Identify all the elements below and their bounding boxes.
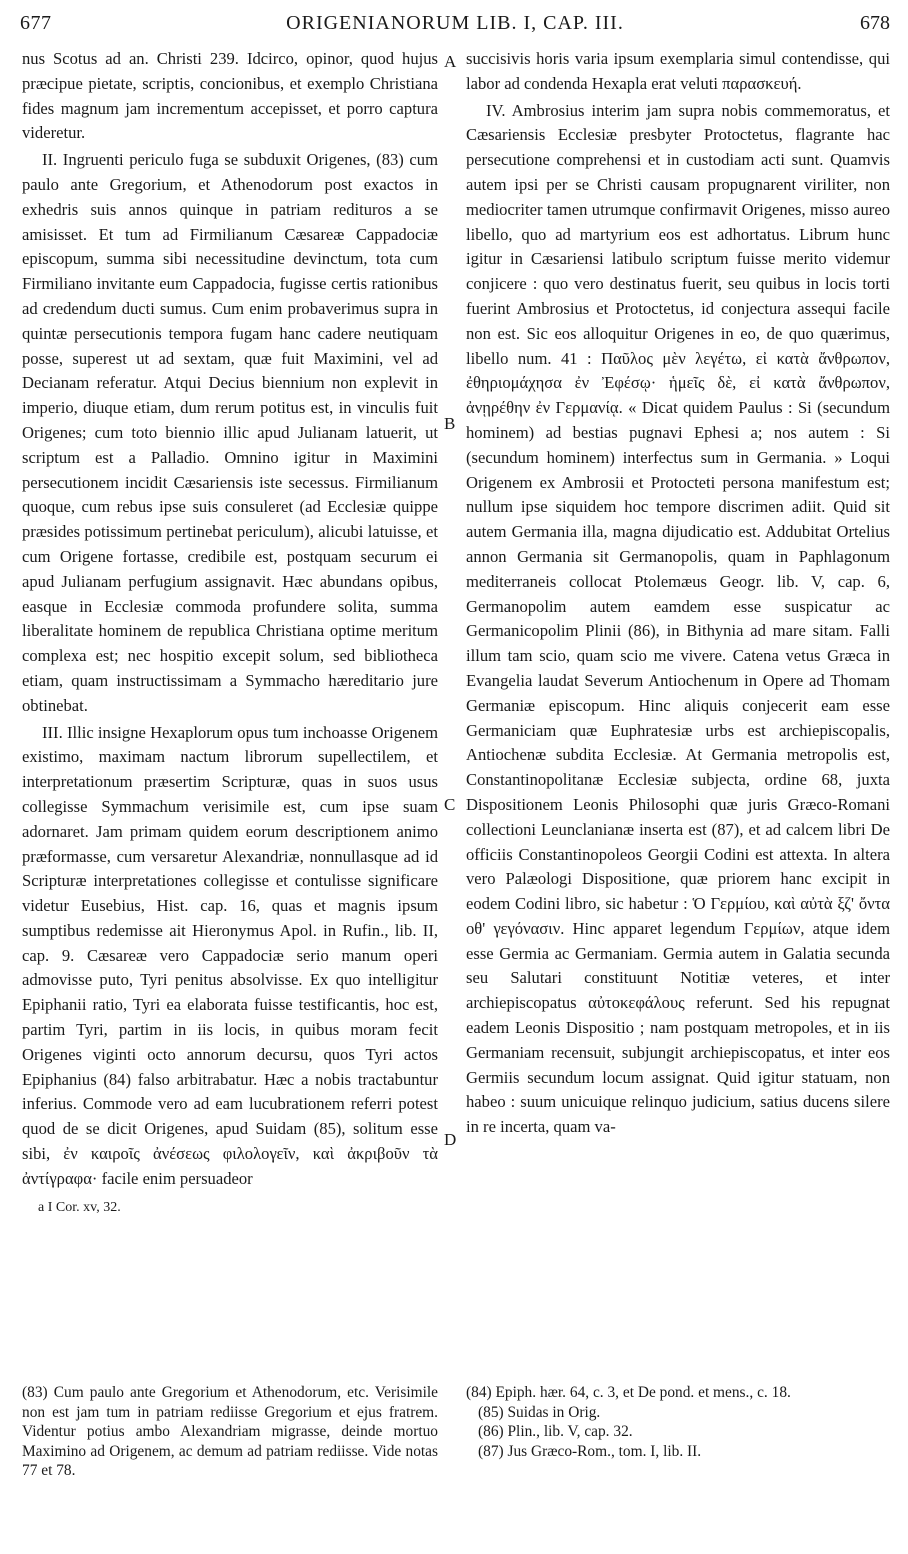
page-number-left: 677: [20, 12, 52, 34]
footnote-85: (85) Suidas in Orig.: [478, 1403, 601, 1421]
running-header: [14, 6, 896, 36]
left-paragraph-continuation: nus Scotus ad an. Christi 239. Idcirco, opinor, quod hujus præcipue pietate, scriptis, concionibus, et exemplo Christiana fides magnum jam incrementum accepisset, et porro captura videretur.: [22, 49, 438, 143]
footnotes-left: [22, 1383, 438, 1481]
scripture-footnote: a I Cor. xv, 32.: [38, 1199, 121, 1215]
page-number-right: 678: [860, 12, 890, 34]
right-paragraph-section-4: IV. Ambrosius interim jam supra nobis commemoratus, et Cæsariensis Ecclesiæ presbyter Protoctetus, flagrante hac persecutione comprehensi et in custodiam acti sunt. Quamvis autem ipsi per se Christi causam propugnarent viriliter, non mediocriter tamen utrumque confirmavit Origenes, misso aureo libello, quo ad martyrium eos est adhortatus. Librum hunc igitur in Cæsariensi latibulo scriptum fuisse merito videmur conjicere : quo vero destinatus fuerit, seu quibus in locis torti fuerint Ambrosius et Protoctetus, id conjectura assequi facile non est. Sic eos alloquitur Origenes in eo, de quo quærimus, libello num. 41 : Παῦλος μὲν λεγέτω, εἰ κατὰ ἄνθρωπον, ἐθηριομάχησα ἐν Ἐφέσῳ· ἡμεῖς δὲ, εἰ κατὰ ἄνθρωπον, ἀνῃρέθην ἐν Γερμανίᾳ. « Dicat quidem Paulus : Si (secundum hominem) ad bestias pugnavi Ephesi a; nos autem : Si (secundum hominem) interfectus sum in Germania. » Loqui Origenem ex Ambrosii et Protocteti persona manifestum est; nullum ipse siquidem hoc tempore discrimen adiit. Quid sit autem Germania illa, magna dijudicatio est. Addubitat Ortelius annon Germania sit Germanopolis, quam in Paphlagonum mediterraneis collocat Ptolemæus Geogr. lib. V, cap. 6, Germanopolim autem eamdem esse suspicatur ac Germanicopolim Plinii (86), in Bithynia ad mare sitam. Falli illum tam scio, quam scio me vivere. Catena vetus Græca in Evangelia laudat Severum Antiochenum in Opere ad Thomam Germaniæ episcopum. Hinc aliquis conjecerit eam esse Germaniciam quæ Euphratesiæ urbs est archiepiscopalis, Antiochenæ subdita Ecclesiæ. At Germania metropolis est, Constantinopolitanæ Ecclesiæ subjecta, ordine 68, juxta Dispositionem Leonis Philosophi quæ juris Græco-Romani collectioni Leunclanianæ inserta est (87), et ad calcem libri De officiis Constantinopoleos Georgii Codini est attexta. In altera vero Palæologi Dispositione, quæ priorem hanc excipit in eodem Codini libro, sic habetur : Ὁ Γερμίου, καὶ αὐτὰ ξζ' ὄντα οθ' γεγόνασιν. Hinc apparet legendum Γερμίων, atque idem esse Germia ac Germaniam. Germia autem in Galatia secunda seu Salutari constituunt Notitiæ veteres, et inter archiepiscopatus αὐτοκεφάλους referunt. Sed his repugnat eadem Leonis Dispositio ; nam postquam metropoles, et in iis Germaniam recensuit, subjungit archiepiscopatus, et inter eos Germiis secundum locum assignat. Quid igitur statuam, non habeo : suum unicuique relinquo judicium, satius ducens silere in re incerta, quam va-: [466, 100, 890, 1137]
footnote-84: (84) Epiph. hær. 64, c. 3, et De pond. et mens., c. 18.: [466, 1384, 791, 1401]
footnote-83: (83) Cum paulo ante Gregorium et Athenodorum, etc. Verisimile non est jam tum in patriam rediisse Gregorium et ejus fratrem. Videntur potius ambo Alexandriam migrasse, deinde mortuo Maximino ad Origenem, ac demum ad patriam rediisse. Vide notas 77 et 78.: [22, 1384, 438, 1480]
left-paragraph-section-3: III. Illic insigne Hexaplorum opus tum inchoasse Origenem existimo, maximam nactum librorum supellectilem, et interpretationum præsertim Scripturæ, quas in suos usus collegisse Symmachum verisimile est, cum ipse suam adornaret. Jam primam quidem eorum descriptionem animo præformasse, cum versaretur Alexandriæ, nonnullasque ad id Scripturæ interpretationes collegisse et contulisse significare videtur Eusebius, Hist. cap. 16, quas et magnis ipsum sumptibus redemisse ait Hieronymus Apol. in Rufin., lib. II, cap. 9. Cæsareæ vero Cappadociæ serio manum operi admovisse puto, Tyri penitus absolvisse. Ex quo intelligitur Epiphanii ratio, Tyri ea elaborata fuisse testificantis, hoc est, partim Tyri, partim in iis locis, in quibus moram fecit Origenes viginti octo annorum decursu, quos Tyri actos Epiphanius (84) falso arbitrabatur. Hæc a nobis tractabuntur inferius. Commode vero ad eam lucubrationem referri potest quod de se dicit Origenes, apud Suidam (85), solitum esse sibi, ἐν καιροῖς ἀνέσεως φιλολογεῖν, καὶ ἀκριβοῦν τὰ ἀντίγραφα· facile enim persuadeor: [22, 722, 438, 1188]
margin-letter-c: C: [444, 795, 456, 814]
right-column: [466, 47, 890, 1140]
left-paragraph-section-2: II. Ingruenti periculo fuga se subduxit Origenes, (83) cum paulo ante Gregorium, et Athenodorum post exactos in exhedris suis annos quinque in patriam redituros a se amisisset. Et tum ad Firmilianum Cæsareæ Cappadociæ episcopum, summa sibi necessitudine devinctum, tota cum Firmiliano invitante eum Cappadocia, fugisse certis rationibus ad credendum ducti sumus. Cum enim probaverimus supra in quintæ persecutionis tempora fugam hanc cadere neutiquam posse, superest ut ad sextam, quæ fuit Maximini, vel ad Decianam referatur. Atqui Decius biennium non explevit in imperio, diuque etiam, dum rerum potitus est, in vinculis fuit Origenes; cum toto biennio illic apud Julianam latuerit, ut scriptum est a Palladio. Omnino igitur in Maximini persecutionem incidit Cæsariensis iste secessus. Firmilianum quoque, cum rebus ipse suis consuleret (ad Ecclesiæ quippe præsides potissimum pertinebat periculum), alicubi latuisse, et cum Origene fortasse, credibile est, postquam securum ei apud Julianam perfugium assignavit. Hæc abundans opibus, easque in Ecclesiæ commoda profundere solita, summa liberalitate hominem de republica Christiana optime meritum complexa est; nec hospitio excepit solum, sed bibliotheca etiam, quam instructissimam a Symmacho hæreditario jure obtinebat.: [22, 150, 438, 715]
right-paragraph-continuation: succisivis horis varia ipsum exemplaria simul contendisse, qui labor ad condenda Hexapla erat veluti παρασκευή.: [466, 49, 890, 93]
left-column: [22, 47, 438, 1220]
footnotes-right: [466, 1383, 890, 1461]
margin-letter-b: B: [444, 414, 456, 433]
margin-letter-a: A: [444, 52, 457, 71]
margin-letter-d: D: [444, 1130, 457, 1149]
footnote-86: (86) Plin., lib. V, cap. 32.: [478, 1423, 633, 1441]
footnote-87: (87) Jus Græco-Rom., tom. I, lib. II.: [478, 1442, 702, 1460]
running-title: ORIGENIANORUM LIB. I, CAP. III.: [286, 12, 624, 34]
